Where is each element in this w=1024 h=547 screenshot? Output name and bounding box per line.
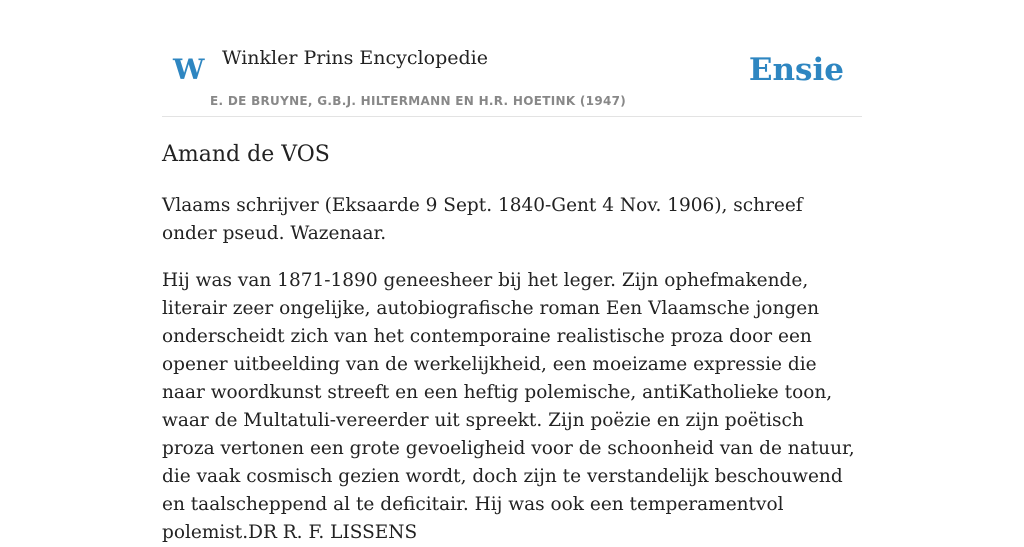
encyclopedia-header <box>162 0 862 117</box>
encyclopedia-title-link[interactable]: Winkler Prins Encyclopedie <box>222 47 488 69</box>
winkler-prins-logo[interactable]: W <box>173 53 205 86</box>
entry-content <box>162 138 862 547</box>
authors-line: E. DE BRUYNE, G.B.J. HILTERMANN EN H.R. HOETINK (1947) <box>210 94 627 108</box>
entry-title: Amand de VOS <box>162 142 330 167</box>
ensie-logo-link[interactable]: Ensie <box>748 52 844 88</box>
entry-paragraph-2: Hij was van 1871-1890 geneesheer bij het leger. Zijn ophefmakende, literair zeer ongelijke, autobiografische roman Een Vlaamsche jongen onderscheidt zich van het contemporaine realistische proza door een opener uitbeelding van de werkelijkheid, een moeizame expressie die naar woordkunst streeft en een heftig polemische, antiKatholieke toon, waar de Multatuli-vereerder uit spreekt. Zijn poëzie en zijn poëtisch proza vertonen een grote gevoeligheid voor de schoonheid van de natuur, die vaak cosmisch gezien wordt, doch zijn te verstandelijk beschouwend en taalscheppend al te deficitair. Hij was ook een temperamentvol polemist.DR R. F. LISSENS <box>162 270 855 543</box>
entry-paragraph-1: Vlaams schrijver (Eksaarde 9 Sept. 1840-Gent 4 Nov. 1906), schreef onder pseud. Wazenaar. <box>162 195 803 244</box>
